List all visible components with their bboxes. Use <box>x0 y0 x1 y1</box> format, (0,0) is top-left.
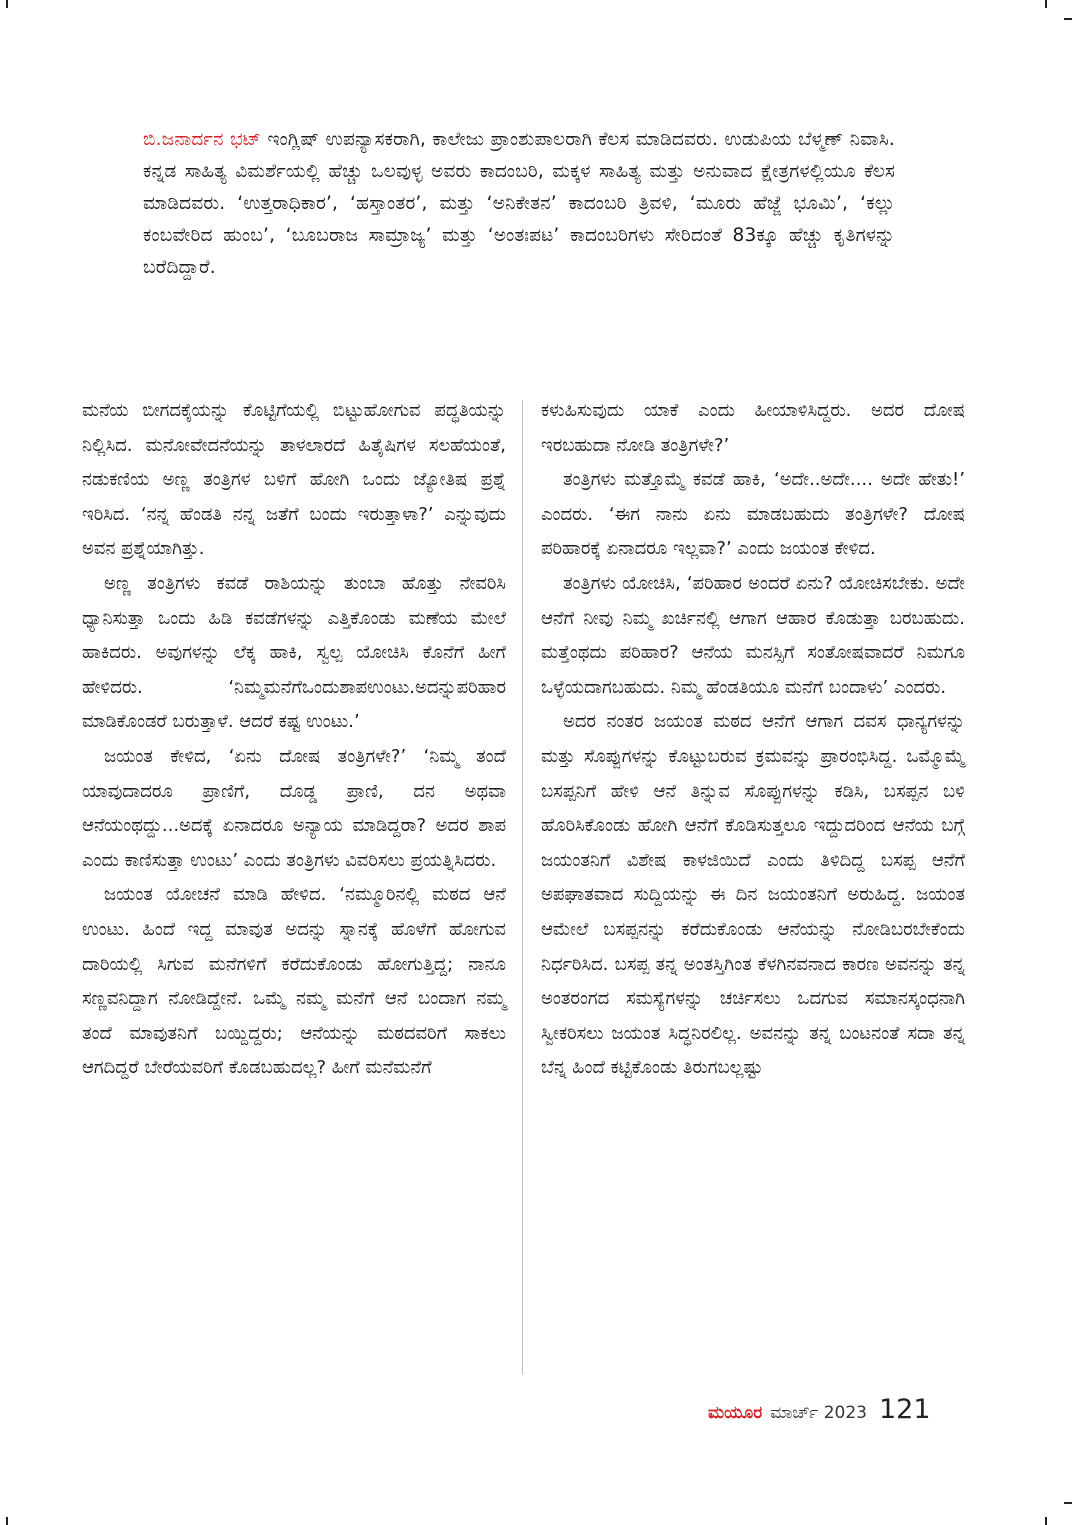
issue-date: ಮಾರ್ಚ್ 2023 <box>770 1403 867 1423</box>
column-divider <box>522 400 523 1375</box>
page-footer <box>708 1394 931 1430</box>
crop-mark <box>1064 18 1072 20</box>
paragraph: ತಂತ್ರಿಗಳು ಯೋಚಿಸಿ, ‘ಪರಿಹಾರ ಅಂದರೆ ಏನು? ಯೋಚಿಸಬೇಕು. ಅದೇ ಆನೆಗೆ ನೀವು ನಿಮ್ಮ ಖರ್ಚಿನಲ್ಲಿ ಆಗಾಗ ಆಹಾರ ಕೊಡುತ್ತಾ ಬರಬಹುದು. ಮತ್ತೆಂಥದು ಪರಿಹಾರ? ಆನೆಯ ಮನಸ್ಸಿಗೆ ಸಂತೋಷವಾದರೆ ನಿಮಗೂ ಒಳ್ಳೆಯದಾಗಬಹುದು. ನಿಮ್ಮ ಹೆಂಡತಿಯೂ ಮನೆಗೆ ಬಂದಾಳು’ ಎಂದರು. <box>541 572 965 698</box>
page-number: 121 <box>878 1394 931 1425</box>
paragraph: ಅದರ ನಂತರ ಜಯಂತ ಮಠದ ಆನೆಗೆ ಆಗಾಗ ದವಸ ಧಾನ್ಯಗಳನ್ನು ಮತ್ತು ಸೊಪ್ಪುಗಳನ್ನು ಕೊಟ್ಟುಬರುವ ಕ್ರಮವನ್ನು ಪ್ರಾರಂಭಿಸಿದ್ದ. ಒಮ್ಮೊಮ್ಮೆ ಬಸಪ್ಪನಿಗೆ ಹೇಳಿ ಆನೆ ತಿನ್ನುವ ಸೊಪ್ಪುಗಳನ್ನು ಕಡಿಸಿ, ಬಸಪ್ಪನ ಬಳಿ ಹೊರಿಸಿಕೊಂಡು ಹೋಗಿ ಆನೆಗೆ ಕೊಡಿಸುತ್ತಲೂ ಇದ್ದುದರಿಂದ ಆನೆಯ ಬಗ್ಗೆ ಜಯಂತನಿಗೆ ವಿಶೇಷ ಕಾಳಜಿಯಿದೆ ಎಂದು ತಿಳಿದಿದ್ದ ಬಸಪ್ಪ ಆನೆಗೆ ಅಪಘಾತವಾದ ಸುದ್ದಿಯನ್ನು ಈ ದಿನ ಜಯಂತನಿಗೆ ಅರುಹಿದ್ದ. ಜಯಂತ ಆಮೇಲೆ ಬಸಪ್ಪನನ್ನು ಕರೆದುಕೊಂಡು ಆನೆಯನ್ನು ನೋಡಿಬರಬೇಕೆಂದು ನಿರ್ಧರಿಸಿದ. ಬಸಪ್ಪ ತನ್ನ ಅಂತಸ್ತಿಗಿಂತ ಕೆಳಗಿನವನಾದ ಕಾರಣ ಅವನನ್ನು ತನ್ನ ಅಂತರಂಗದ ಸಮಸ್ಯೆಗಳನ್ನು ಚರ್ಚಿಸಲು ಒದಗುವ ಸಮಾನಸ್ಕಂಧನಾಗಿ ಸ್ವೀಕರಿಸಲು ಜಯಂತ ಸಿದ್ಧನಿರಲಿಲ್ಲ. ಅವನನ್ನು ತನ್ನ ಬಂಟನಂತೆ ಸದಾ ತನ್ನ ಬೆನ್ನ ಹಿಂದೆ ಕಟ್ಟಿಕೊಂಡು ತಿರುಗಬಲ್ಲಷ್ಟು <box>541 711 965 1079</box>
author-bio-text: ಇಂಗ್ಲಿಷ್ ಉಪನ್ಯಾಸಕರಾಗಿ, ಕಾಲೇಜು ಪ್ರಾಂಶುಪಾಲರಾಗಿ ಕೆಲಸ ಮಾಡಿದವರು. ಉಡುಪಿಯ ಬೆಳ್ಮಣ್ ನಿವಾಸಿ. ಕನ್ನಡ ಸಾಹಿತ್ಯ ವಿಮರ್ಶೆಯಲ್ಲಿ ಹೆಚ್ಚು ಒಲವುಳ್ಳ ಅವರು ಕಾದಂಬರಿ, ಮಕ್ಕಳ ಸಾಹಿತ್ಯ ಮತ್ತು ಅನುವಾದ ಕ್ಷೇತ್ರಗಳಲ್ಲಿಯೂ ಕೆಲಸ ಮಾಡಿದವರು. ‘ಉತ್ತರಾಧಿಕಾರ’, ‘ಹಸ್ತಾಂತರ’, ಮತ್ತು ‘ಅನಿಕೇತನ’ ಕಾದಂಬರಿ ತ್ರಿವಳಿ, ‘ಮೂರು ಹೆಜ್ಜೆ ಭೂಮಿ’, ‘ಕಲ್ಲು ಕಂಬವೇರಿದ ಹುಂಬ’, ‘ಬೂಬರಾಜ ಸಾಮ್ರಾಜ್ಯ’ ಮತ್ತು ‘ಅಂತಃಪಟ’ ಕಾದಂಬರಿಗಳು ಸೇರಿದಂತೆ 83ಕ್ಕೂ ಹೆಚ್ಚು ಕೃತಿಗಳನ್ನು ಬರೆದಿದ್ದಾರೆ. <box>143 129 895 278</box>
left-column <box>82 394 506 1086</box>
paragraph: ಜಯಂತ ಯೋಚನೆ ಮಾಡಿ ಹೇಳಿದ. ‘ನಮ್ಮೂರಿನಲ್ಲಿ ಮಠದ ಆನೆ ಉಂಟು. ಹಿಂದೆ ಇದ್ದ ಮಾವುತ ಅದನ್ನು ಸ್ನಾನಕ್ಕೆ ಹೊಳೆಗೆ ಹೋಗುವ ದಾರಿಯಲ್ಲಿ ಸಿಗುವ ಮನೆಗಳಿಗೆ ಕರೆದುಕೊಂಡು ಹೋಗುತ್ತಿದ್ದ; ನಾನೂ ಸಣ್ಣವನಿದ್ದಾಗ ನೋಡಿದ್ದೇನೆ. ಒಮ್ಮೆ ನಮ್ಮ ಮನೆಗೆ ಆನೆ ಬಂದಾಗ ನಮ್ಮ ತಂದೆ ಮಾವುತನಿಗೆ ಬಯ್ದಿದ್ದರು; ಆನೆಯನ್ನು ಮಠದವರಿಗೆ ಸಾಕಲು ಆಗದಿದ್ದರೆ ಬೇರೆಯವರಿಗೆ ಕೊಡಬಹುದಲ್ಲ? ಹೀಗೆ ಮನೆಮನೆಗೆ <box>82 884 506 1079</box>
paragraph: ಕಳುಹಿಸುವುದು ಯಾಕೆ ಎಂದು ಹೀಯಾಳಿಸಿದ್ದರು. ಅದರ ದೋಷ ಇರಬಹುದಾ ನೋಡಿ ತಂತ್ರಿಗಳೇ?’ <box>541 400 965 456</box>
paragraph: ತಂತ್ರಿಗಳು ಮತ್ತೊಮ್ಮೆ ಕವಡೆ ಹಾಕಿ, ‘ಅದೇ..ಅದೇ.... ಅದೇ ಹೇತು!’ ಎಂದರು. ‘ಈಗ ನಾನು ಏನು ಮಾಡಬಹುದು ತಂತ್ರಿಗಳೇ? ದೋಷ ಪರಿಹಾರಕ್ಕೆ ಏನಾದರೂ ಇಲ್ಲವಾ?’ ಎಂದು ಜಯಂತ ಕೇಳಿದ. <box>541 469 965 560</box>
paragraph: ಅಣ್ಣ ತಂತ್ರಿಗಳು ಕವಡೆ ರಾಶಿಯನ್ನು ತುಂಬಾ ಹೊತ್ತು ನೇವರಿಸಿ ಧ್ಯಾನಿಸುತ್ತಾ ಒಂದು ಹಿಡಿ ಕವಡೆಗಳನ್ನು ಎತ್ತಿಕೊಂಡು ಮಣೆಯ ಮೇಲೆ ಹಾಕಿದರು. ಅವುಗಳನ್ನು ಲೆಕ್ಕ ಹಾಕಿ, ಸ್ವಲ್ಪ ಯೋಚಿಸಿ ಕೊನೆಗೆ ಹೀಗೆ ಹೇಳಿದರು. ‘ನಿಮ್ಮಮನೆಗೆಒಂದುಶಾಪಉಂಟು.ಅದನ್ನುಪರಿಹಾರ ಮಾಡಿಕೊಂಡರೆ ಬರುತ್ತಾಳೆ. ಆದರೆ ಕಷ್ಟ ಉಂಟು.’ <box>82 572 506 733</box>
author-name: ಬಿ.ಜನಾರ್ದನ ಭಟ್ <box>143 129 262 150</box>
author-bio <box>143 124 895 284</box>
crop-mark <box>6 0 8 8</box>
crop-mark <box>6 1517 8 1525</box>
paragraph: ಜಯಂತ ಕೇಳಿದ, ‘ಏನು ದೋಷ ತಂತ್ರಿಗಳೇ?’ ‘ನಿಮ್ಮ ತಂದೆ ಯಾವುದಾದರೂ ಪ್ರಾಣಿಗೆ, ದೊಡ್ಡ ಪ್ರಾಣಿ, ದನ ಅಥವಾ ಆನೆಯಂಥದ್ದು...ಅದಕ್ಕೆ ಏನಾದರೂ ಅನ್ಯಾಯ ಮಾಡಿದ್ದರಾ? ಅದರ ಶಾಪ ಎಂದು ಕಾಣಿಸುತ್ತಾ ಉಂಟು’ ಎಂದು ತಂತ್ರಿಗಳು ವಿವರಿಸಲು ಪ್ರಯತ್ನಿಸಿದರು. <box>82 745 506 871</box>
paragraph: ಮನೆಯ ಬೀಗದಕೈಯನ್ನು ಕೊಟ್ಟಿಗೆಯಲ್ಲಿ ಬಿಟ್ಟುಹೋಗುವ ಪದ್ಧತಿಯನ್ನು ನಿಲ್ಲಿಸಿದ. ಮನೋವೇದನೆಯನ್ನು ತಾಳಲಾರದೆ ಹಿತೈಷಿಗಳ ಸಲಹೆಯಂತೆ, ನಡುಕಣಿಯ ಅಣ್ಣ ತಂತ್ರಿಗಳ ಬಳಿಗೆ ಹೋಗಿ ಒಂದು ಜ್ಯೋತಿಷ ಪ್ರಶ್ನೆ ಇರಿಸಿದ. ‘ನನ್ನ ಹೆಂಡತಿ ನನ್ನ ಜತೆಗೆ ಬಂದು ಇರುತ್ತಾಳಾ?’ ಎನ್ನುವುದು ಅವನ ಪ್ರಶ್ನೆಯಾಗಿತ್ತು. <box>82 400 506 560</box>
crop-mark <box>1064 1502 1072 1504</box>
right-column <box>541 394 965 1086</box>
crop-mark <box>1045 0 1047 8</box>
magazine-name: ಮಯೂರ <box>708 1403 763 1423</box>
crop-mark <box>1045 1517 1047 1525</box>
